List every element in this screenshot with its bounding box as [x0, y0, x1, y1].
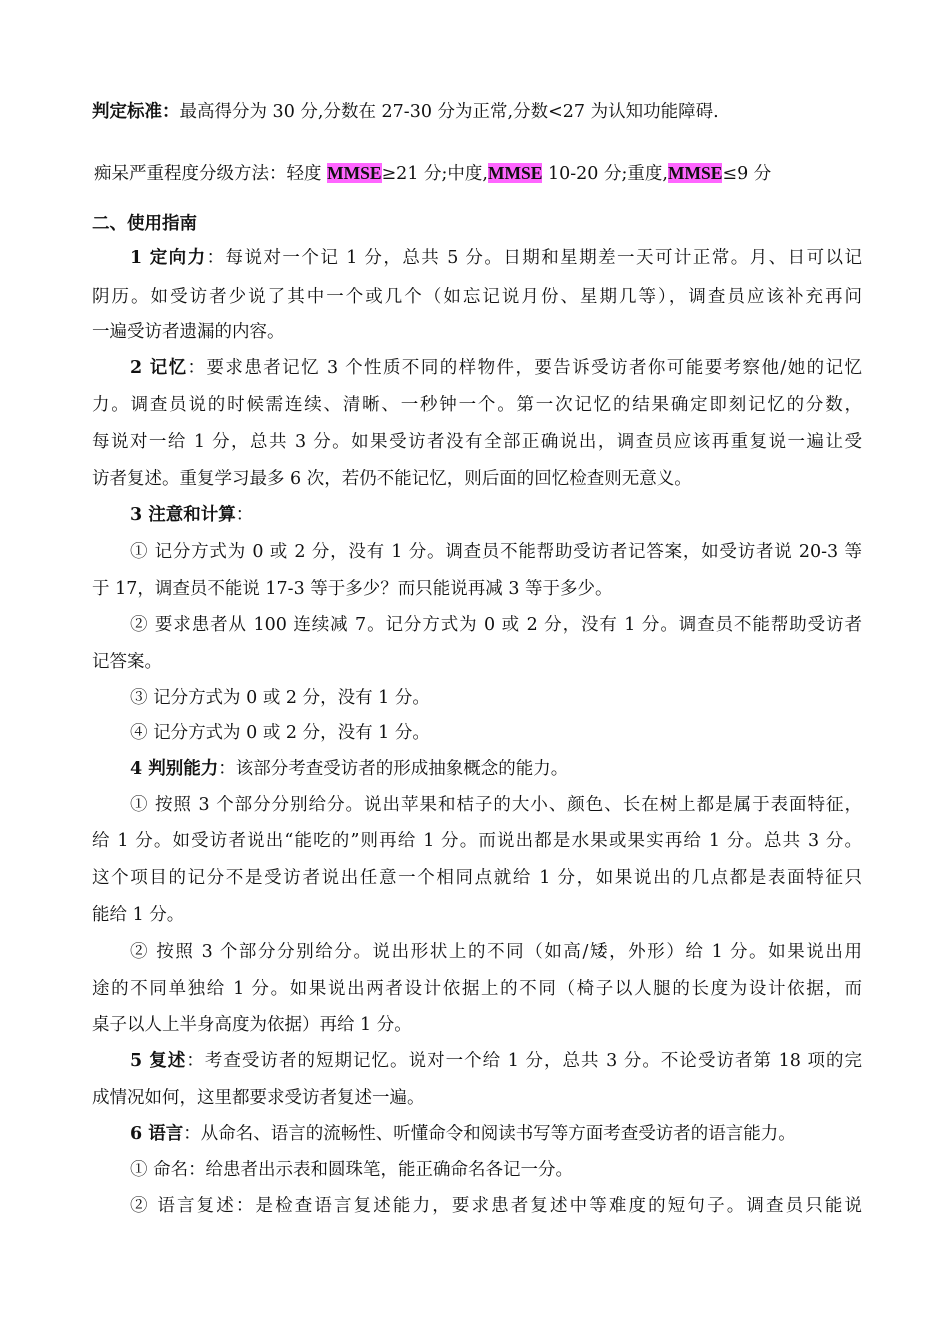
s1-text-1: ：每说对一个记 1 分，总共 5 分。日期和星期差一天可计正常。月、日可以记 [206, 248, 862, 268]
guide-title: 二、使用指南 [92, 214, 197, 234]
s3-d-line: ④ 记分方式为 0 或 2 分，没有 1 分。 [130, 723, 430, 743]
s6-heading [130, 1122, 862, 1146]
s2-label: 2 记忆 [130, 358, 188, 378]
s4-a-line-1: ① 按照 3 个部分分别给分。说出苹果和桔子的大小、颜色、长在树上都是属于表面特征， [130, 795, 862, 815]
criteria-text: 最高得分为 30 分,分数在 27-30 分为正常,分数<27 为认知功能障碍. [179, 102, 719, 122]
s5-line-2: 成情况如何，这里都要求受访者复述一遍。 [92, 1088, 425, 1108]
s2-line-3: 每说对一给 1 分，总共 3 分。如果受访者没有全部正确说出，调查员应该再重复说一遍让受 [92, 432, 862, 452]
criteria-line [92, 100, 862, 124]
s3-heading [130, 503, 862, 527]
severity-moderate: 10-20 分;重度, [542, 164, 668, 184]
s6-b-line: ② 语言复述：是检查语言复述能力，要求患者复述中等难度的短句子。调查员只能说 [130, 1196, 862, 1216]
mmse-highlight-severe: MMSE [667, 163, 723, 183]
s5-text-1: ：考查受访者的短期记忆。说对一个给 1 分，总共 3 分。不论受访者第 18 项的完 [186, 1051, 862, 1071]
s4-a-line-2: 给 1 分。如受访者说出“能吃的”则再给 1 分。而说出都是水果或果实再给 1 分。总共 3 分。 [92, 831, 862, 851]
s3-colon: ： [235, 505, 254, 525]
severity-prefix: 痴呆严重程度分级方法：轻度 [94, 164, 328, 184]
s1-label: 1 定向力 [130, 248, 207, 268]
s4-a-line-4: 能给 1 分。 [92, 905, 185, 925]
s2-line-1 [130, 356, 862, 380]
severity-severe: ≤9 分 [722, 164, 772, 184]
s4-label: 4 判别能力 [130, 759, 219, 779]
s5-line-1 [130, 1049, 862, 1073]
s2-text-1: ：要求患者记忆 3 个性质不同的样物件，要告诉受访者你可能要考察他/她的记忆 [187, 358, 862, 378]
severity-mild: ≥21 分;中度, [381, 164, 488, 184]
s4-b-line-1: ② 按照 3 个部分分别给分。说出形状上的不同（如高/矮，外形）给 1 分。如果说出用 [130, 942, 862, 962]
s4-b-line-2: 途的不同单独给 1 分。如果说出两者设计依据上的不同（椅子以人腿的长度为设计依据，而 [92, 979, 862, 999]
s4-b-line-3: 桌子以人上半身高度为依据）再给 1 分。 [92, 1015, 412, 1035]
mmse-highlight-mild: MMSE [327, 163, 382, 183]
s6-label: 6 语言 [130, 1124, 184, 1144]
criteria-label: 判定标准： [92, 102, 180, 122]
s5-label: 5 复述 [130, 1051, 187, 1071]
s6-a-line: ① 命名：给患者出示表和圆珠笔，能正确命名各记一分。 [130, 1160, 574, 1180]
s3-a-line-2: 于 17，调查员不能说 17-3 等于多少？而只能说再减 3 等于多少。 [92, 579, 613, 599]
s1-line-3: 一遍受访者遗漏的内容。 [92, 322, 285, 342]
s2-line-2: 力。调查员说的时候需连续、清晰、一秒钟一个。第一次记忆的结果确定即刻记忆的分数， [92, 395, 862, 415]
s3-b-line-2: 记答案。 [92, 652, 162, 672]
mmse-highlight-moderate: MMSE [487, 163, 543, 183]
s2-line-4: 访者复述。重复学习最多 6 次，若仍不能记忆，则后面的回忆检查则无意义。 [92, 469, 692, 489]
s3-a-line-1: ① 记分方式为 0 或 2 分，没有 1 分。调查员不能帮助受访者记答案，如受访者说 20-3 等 [130, 542, 862, 562]
s3-label: 3 注意和计算 [130, 505, 236, 525]
s1-line-1 [130, 246, 862, 270]
s6-intro: ：从命名、语言的流畅性、听懂命令和阅读书写等方面考查受访者的语言能力。 [183, 1124, 796, 1144]
s3-c-line: ③ 记分方式为 0 或 2 分，没有 1 分。 [130, 688, 430, 708]
s3-b-line-1: ② 要求患者从 100 连续减 7。记分方式为 0 或 2 分，没有 1 分。调查员不能帮助受访者 [130, 615, 862, 635]
s4-heading [130, 757, 862, 781]
s1-line-2: 阴历。如受访者少说了其中一个或几个（如忘记说月份、星期几等），调查员应该补充再问 [92, 287, 862, 307]
severity-line [94, 161, 864, 186]
s4-intro: ：该部分考查受访者的形成抽象概念的能力。 [218, 759, 569, 779]
s4-a-line-3: 这个项目的记分不是受访者说出任意一个相同点就给 1 分，如果说出的几点都是表面特征只 [92, 868, 862, 888]
